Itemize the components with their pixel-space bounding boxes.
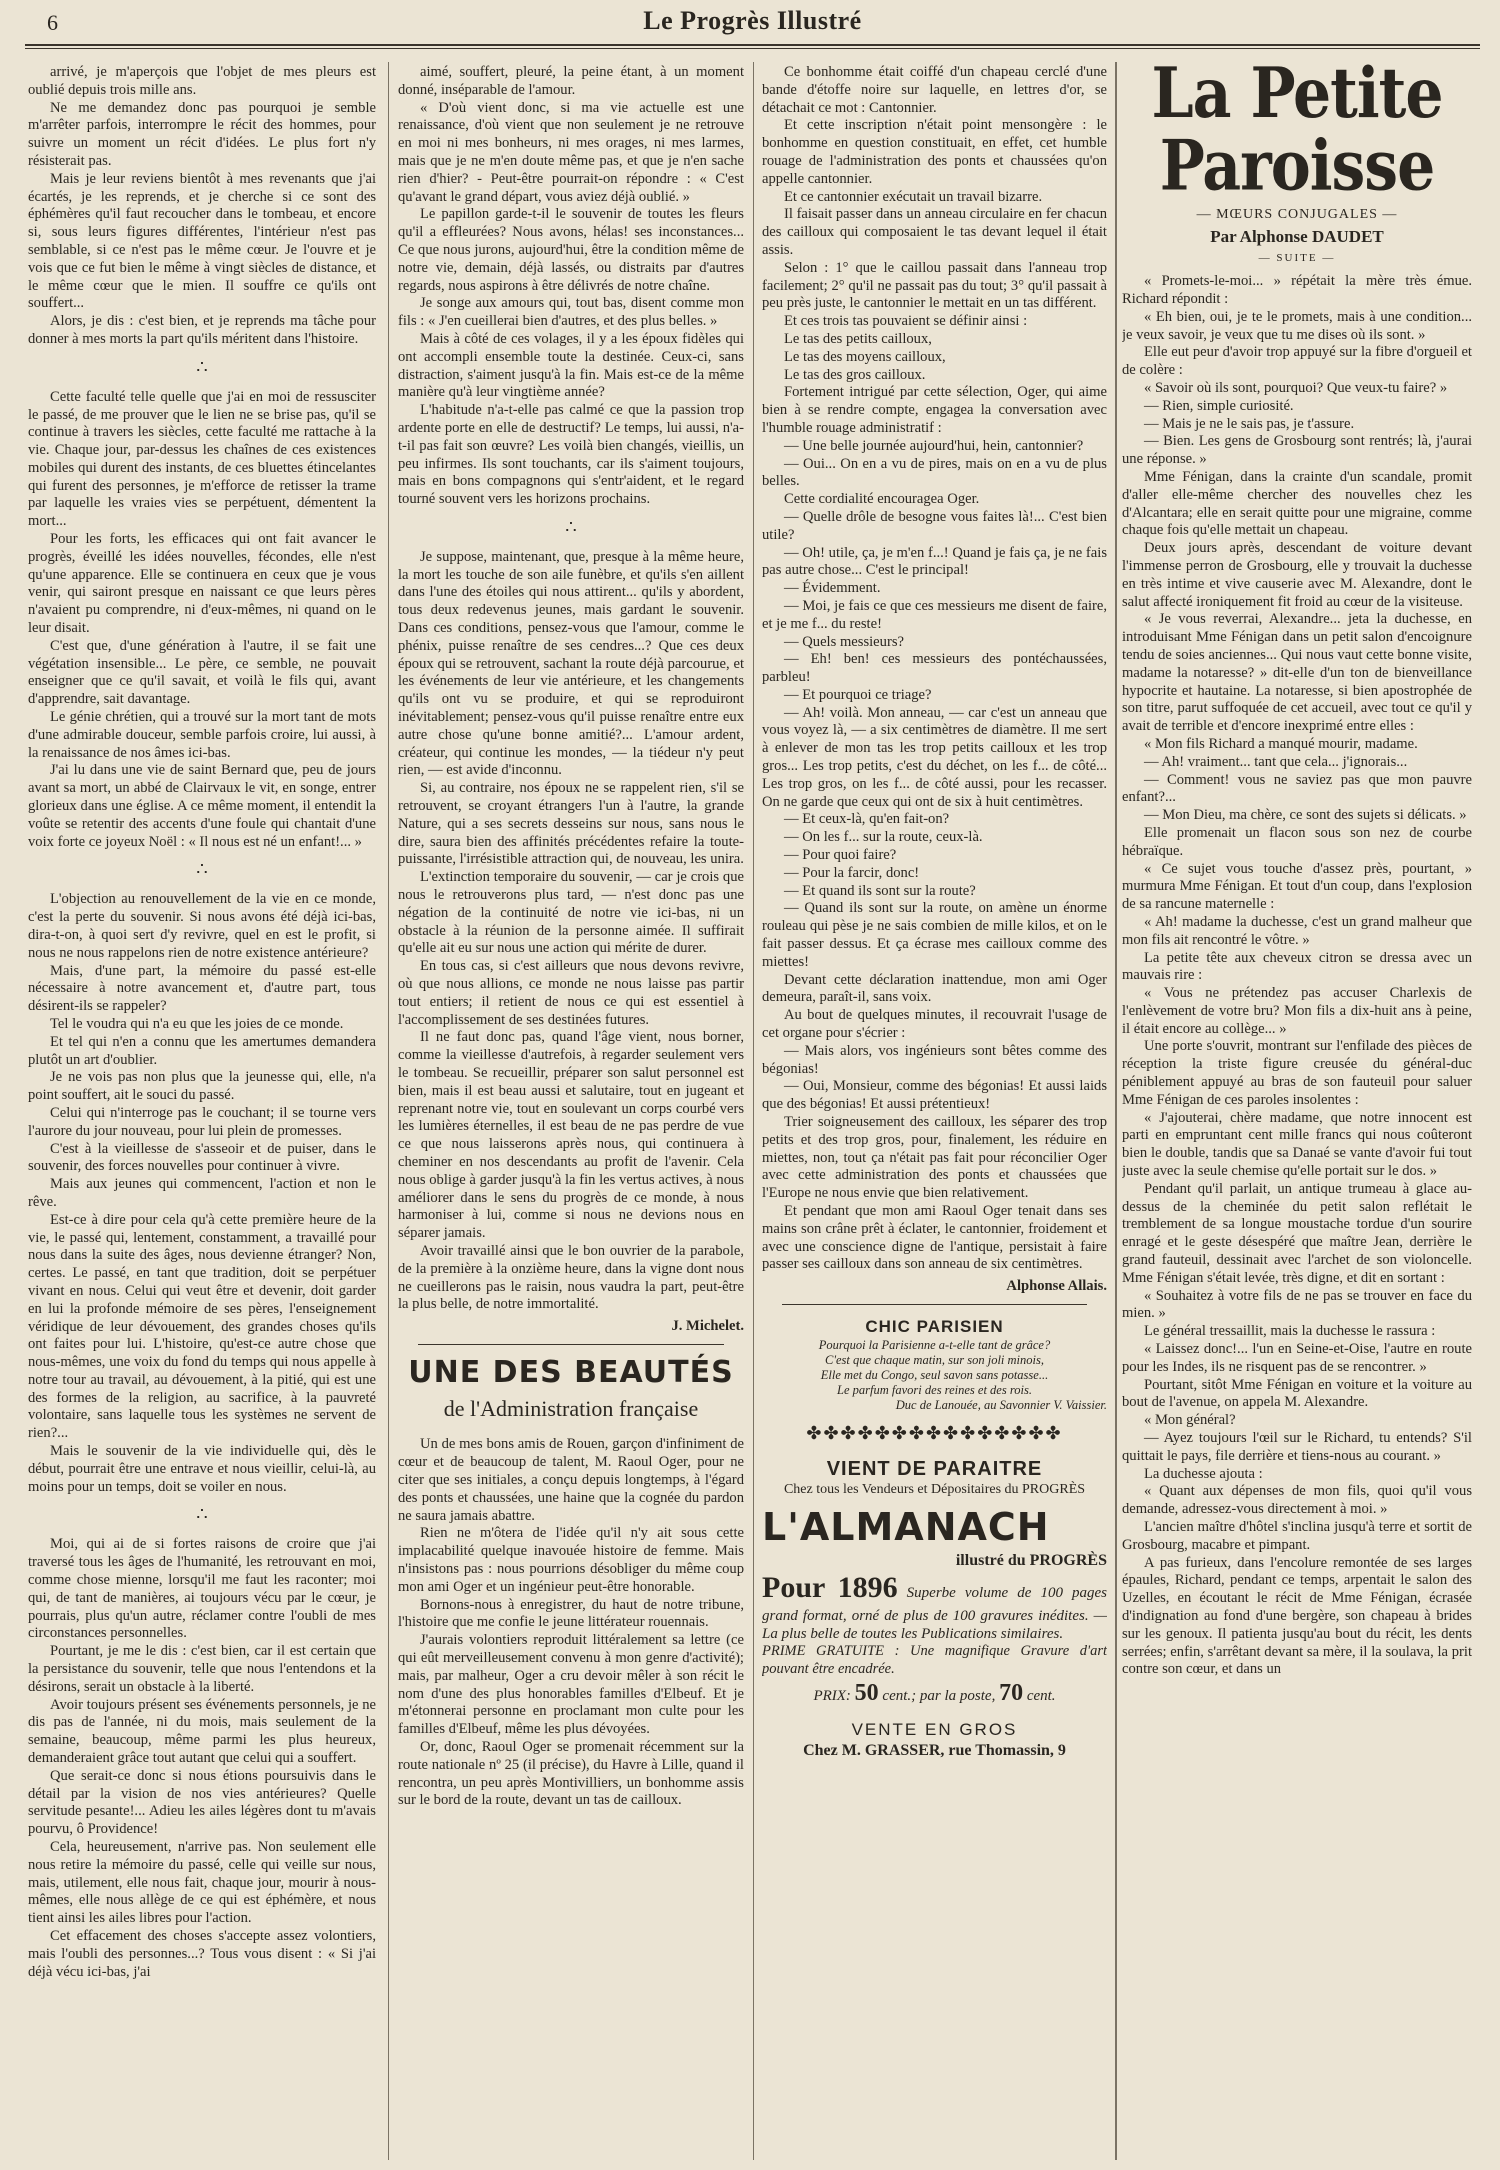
paragraph: — Et pourquoi ce triage? <box>784 686 932 703</box>
feuilleton-title: La Petite Paroisse <box>1151 64 1443 207</box>
paragraph: Ne me demandez donc pas pourquoi je semble m'arrêter parfois, interrompre le récit des hommes, pour suivre un moment un récit d'idées. Le plus fort n'y résisterait pas. <box>28 99 376 169</box>
prix-label: PRIX: <box>813 1687 851 1704</box>
header-rule-thin <box>25 48 1480 49</box>
paragraph: — Bien. Les gens de Grosbourg sont rentrés; là, j'aurai une réponse. » <box>1122 433 1472 468</box>
paragraph: « Souhaitez à votre fils de ne pas se trouver en face du mien. » <box>1122 1287 1472 1322</box>
paragraph: — Pour quoi faire? <box>784 847 897 864</box>
michelet-article-end <box>398 64 744 1314</box>
ad-chic-line: Elle met du Congo, seul savon sans potasse... <box>820 1367 1049 1382</box>
paragraph: Le génie chrétien, qui a trouvé sur la mort tant de mots d'une admirable douceur, semble parfois croire, lui aussi, à la renaissance de nos âmes ici-bas. <box>28 709 376 761</box>
paragraph: Le papillon garde-t-il le souvenir de toutes les fleurs qu'il a effleurées? Nous avons, hélas! ses inconstances... Ce que nous jurons, aujourd'hui, être la condition même de notre vie, demain, déjà lassés, ou distraits par d'autres regards, nous aspirons à être délivrés de notre chaîne. <box>398 206 744 294</box>
paragraph: L'ancien maître d'hôtel s'inclina jusqu'à terre et sortit de Grosbourg, macabre et pimpant. <box>1122 1519 1472 1553</box>
prix-value: 50 <box>854 1679 879 1706</box>
paragraph: Pour les forts, les efficaces qui ont fait avancer le progrès, éveillé les idées nouvelles, fécondes, elle n'est qu'une apparence. Elle se continuera en ceux que je vous venir, qui sairont presque en naissant ce que leurs pères n'avaient pu comprendre, ni d'eux-mêmes, ni quand on le leur disait. <box>28 531 376 637</box>
paragraph: L'objection au renouvellement de la vie en ce monde, c'est la perte du souvenir. Si nous avons été déjà ici-bas, dira-t-on, à quoi sert d'y revivre, quel en est le profit, si nous ne nous rappelons rien de notre existence antérieure? <box>28 891 376 961</box>
paragraph: — Et quand ils sont sur la route? <box>784 882 976 899</box>
paragraph: — Quelle drôle de besogne vous faites là!... C'est bien utile? <box>762 508 1107 543</box>
paragraph: — Ayez toujours l'œil sur le Richard, tu entends? S'il quittait le pays, file derrière et tiens-nous au courant. » <box>1122 1430 1472 1464</box>
ad-chic-line: C'est que chaque matin, sur son joli minois, <box>825 1352 1044 1367</box>
ad-chic-credit: Duc de Lanouée, au Savonnier V. Vaissier. <box>895 1397 1107 1412</box>
paragraph: — Quand ils sont sur la route, on amène un énorme rouleau qui pèse je ne sais combien de mille kilos, et on le fait passer dessus. Et ça écrase mes cailloux comme des miettes! <box>762 900 1107 970</box>
paragraph: — Rien, simple curiosité. <box>1144 397 1294 414</box>
paragraph: Un de mes bons amis de Rouen, garçon d'infiniment de cœur et de beaucoup de talent, M. Raoul Oger, pour ne citer que ses initiales, a conçu depuis longtemps, à l'égard des ponts et chaussées, une haine que la cognée du pardon ne saura jamais abattre. <box>398 1436 744 1524</box>
paragraph: Rien ne m'ôtera de l'idée qu'il n'y ait sous cette implacabilité quelque inavouée histoire de femme. Mais n'insistons pas : nous pourrions désobliger du même coup mon ami Oger et un ingénieur peut-être honorable. <box>398 1525 744 1595</box>
column-divider <box>388 62 389 2160</box>
separator <box>418 1344 724 1345</box>
prix-value-poste: 70 <box>999 1679 1024 1706</box>
paragraph: — Oh! utile, ça, je m'en f...! Quand je fais ça, je ne fais pas autre chose... C'est le principal! <box>762 544 1107 579</box>
paragraph: Au bout de quelques minutes, il recouvrait l'usage de cet organe pour s'écrier : <box>762 1007 1107 1042</box>
column-michelet-continued <box>28 64 376 2159</box>
paragraph: J'ai lu dans une vie de saint Bernard que, peu de jours avant sa mort, un abbé de Clairvaux le vit, en songe, entrer glorieux dans une église. A ce même moment, il entendit la voûte se retentir des accents d'une foule qui chantait d'une voix forte ce joyeux Noël : « Il nous est né un enfant!... » <box>28 762 376 850</box>
section-ornament: ∴ <box>565 516 577 537</box>
paragraph: La petite tête aux cheveux citron se dressa avec un mauvais rire : <box>1122 949 1472 984</box>
paragraph: Bornons-nous à enregistrer, du haut de notre tribune, l'histoire que me confie le jeune littérateur rouennais. <box>398 1596 744 1631</box>
paragraph: Cette faculté telle quelle que j'ai en moi de ressusciter le passé, de me prouver que le lien ne se brise pas, qu'il se continue à travers les siècles, cette faculté me rattache à la vie. Chaque jour, par-dessus les chaînes de ces existences mobiles qui durent des instants, de ces bluettes étincelantes qui furent des personnes, je m'efforce de retisser la trame par laquelle les vraies vies se perpétuent, démentent la mort... <box>28 388 376 530</box>
paragraph: — Oui... On en a vu de pires, mais on en a vu de plus belles. <box>762 455 1107 490</box>
feuilleton-suite: — SUITE — <box>1258 251 1336 264</box>
ornament-border: ✤✤✤✤✤✤✤✤✤✤✤✤✤✤✤ <box>806 1422 1063 1443</box>
paragraph: Mais à côté de ces volages, il y a les époux fidèles qui ont accompli ensemble toute la destinée. Ceux-ci, sans distraction, s'aiment jusqu'à la fin. Mais est-ce de la même manière qu'à leur vingtième année? <box>398 330 744 401</box>
paragraph: Une porte s'ouvrit, montrant sur l'enfilade des pièces de réception la triste figure creusée du général-duc péniblement appuyé au bras de son fauteuil pour saluer Mme Fénigan de ces paroles insolentes : <box>1122 1038 1472 1108</box>
paragraph: Pourtant, sitôt Mme Fénigan en voiture et la voiture au bout de l'avenue, on appela M. Alexandre. <box>1122 1376 1472 1411</box>
column-divider <box>1115 62 1117 2160</box>
ad-prime: PRIME GRATUITE : Une magnifique Gravure d'art pouvant être encadrée. <box>762 1643 1107 1677</box>
paragraph: Alors, je dis : c'est bien, et je reprends ma tâche pour donner à mes morts la part qu'ils méritent dans l'histoire. <box>28 313 376 347</box>
paragraph: Il faisait passer dans un anneau circulaire en fer chacun des cailloux qui composaient le tas devant lequel il était assis. <box>762 206 1107 258</box>
feuilleton-subtitle: — MŒURS CONJUGALES — <box>1196 207 1398 222</box>
paragraph: « Ah! madame la duchesse, c'est un grand malheur que mon fils ait rencontré le vôtre. » <box>1122 913 1472 948</box>
paragraph: Pendant qu'il parlait, un antique trumeau à glace au-dessus de la cheminée du petit salon reflétait le tremblement de sa longue moustache tordue d'un sourire enragé et le geste désespéré que maître Jean, derrière le grand fauteuil, dessinait avec l'archet de son violoncelle. Mme Fénigan s'était levée, très digne, et dit en sortant : <box>1122 1180 1472 1286</box>
paragraph: Tel le voudra qui n'a eu que les joies de ce monde. <box>50 1015 344 1032</box>
ad-illustre: illustré du PROGRÈS <box>955 1551 1107 1569</box>
paragraph: « Mon général? <box>1144 1412 1236 1429</box>
paragraph: Fortement intrigué par cette sélection, Oger, qui aime bien à se rendre compte, engagea la conversation avec l'humble rouage administratif : <box>762 384 1107 436</box>
paragraph: — Oui, Monsieur, comme des bégonias! Et aussi laids que des bégonias! Et aussi prétentieux! <box>762 1078 1107 1113</box>
paragraph: Si, au contraire, nos époux ne se rappelent rien, s'il se retrouvent, se croyant étrangers l'un à l'autre, la grande Nature, qui a ses secrets desseins sur nous, sans nous le dire, saura bien des affinités précédentes refaire la toute-puissante, l'irrésistible attraction qui, de nouveau, les unira. <box>398 780 744 868</box>
section-ornament: ∴ <box>196 859 208 880</box>
signature-allais: Alphonse Allais. <box>1006 1278 1107 1295</box>
column-2 <box>398 64 744 2159</box>
paragraph: — Ah! voilà. Mon anneau, — car c'est un anneau que vous voyez là, — a six centimètres de diamètre. Il me sert à enlever de mon tas les trop petits cailloux et les trop gros... Les trop petits, c'est du déchet, on les f... de côté... Les trop gros, on les f... de côté aussi, pour les recasser. On ne garde que ceux qui ont de six à huit centimètres. <box>762 704 1107 810</box>
paragraph: Pourtant, je me le dis : c'est bien, car il est certain que la persistance du souvenir, telle que nous l'entendons et la désirons, serait un obstacle à la liberté. <box>28 1643 376 1695</box>
paragraph: L'extinction temporaire du souvenir, — car je crois que nous le retrouverons plus tard, — n'est donc pas une négation de la continuité de notre vie ici-bas, ni un obstacle à la réunion de la personne aimée. Il suffirait qu'elle ait eu sur nous une action qui mérite de durer. <box>398 869 744 957</box>
paragraph: Le général tressaillit, mais la duchesse le rassura : <box>1144 1323 1436 1340</box>
paragraph: « Vous ne prétendez pas accuser Charlexis de l'enlèvement de votre bru? Mon fils a dix-huit ans à peine, il était encore au collège... » <box>1122 985 1472 1037</box>
paragraph: Elle eut peur d'avoir trop appuyé sur la fibre d'orgueil et de colère : <box>1122 344 1472 379</box>
paragraph: Que serait-ce donc si nous étions poursuivis dans le détail par la vision de nos vies antérieures? Quelle servitude pesante!... Adieu les ailes légères dont tu m'avais pourvu, ô Providence! <box>28 1767 376 1838</box>
ad-chic-line: Pourquoi la Parisienne a-t-elle tant de grâce? <box>818 1337 1051 1352</box>
paragraph: Et cette inscription n'était point mensongère : le bonhomme en question constituait, en effet, cet humble rouage de l'administration des ponts et chaussées qu'on appelle cantonnier. <box>762 117 1107 187</box>
paragraph: Cet effacement des choses s'accepte assez volontiers, mais l'oubli des personnes...? Tous vous disent : « Si j'ai déjà vécu ici-bas, j'ai <box>28 1927 376 1980</box>
header-rule <box>25 44 1480 46</box>
feuilleton-author: Par Alphonse DAUDET <box>1210 227 1384 247</box>
page-header <box>25 6 1480 42</box>
paragraph: Mais le souvenir de la vie individuelle qui, dès le début, pourrait être une entrave et nous vieillir, celui-là, au moins pour un temps, doit se voiler en nous. <box>28 1443 376 1495</box>
paragraph: Le tas des moyens cailloux, <box>784 348 946 365</box>
paragraph: — Ah! vraiment... tant que cela... j'ignorais... <box>1144 753 1408 770</box>
paragraph: « Ce sujet vous touche d'assez près, pourtant, » murmura Mme Fénigan. Et tout d'un coup, dans l'explosion de sa rancune maternelle : <box>1122 860 1472 913</box>
paragraph: C'est que, d'une génération à l'autre, il se fait une végétation insensible... Le père, ce semble, ne pouvait enseigner que ce qu'il savait, et voilà le fils qui, avant d'apprendre, sait davantage. <box>28 637 376 708</box>
separator <box>782 1304 1087 1305</box>
paragraph: Je suppose, maintenant, que, presque à la même heure, la mort les touche de son aile funèbre, et qu'ils s'en aillent dans l'une des étoiles qui nous attirent... qu'ils y abordent, tous deux redevenus jeunes, mais gardant le souvenir. Dans ces conditions, pensez-vous que l'amour, comme le phénix, puisse renaître de ses cendres...? Que ces deux époux qui se retrouvent, sachant la route déjà parcourue, et les événements de leur vie antérieure, et les changements qu'ils ont vu se produire, et qui se reproduiront inévitablement; pensez-vous qu'il puisse renaître entre eux autre chose qu'une bonne amitié?... L'amour ardent, créateur, qui continue les mondes, — la tiédeur n'y peut rien, — est avide d'inconnu. <box>398 548 744 779</box>
ad-grasser-address: Chez M. GRASSER, rue Thomassin, 9 <box>803 1741 1066 1759</box>
ad-chic-line: Le parfum favori des reines et des rois. <box>837 1382 1032 1397</box>
paragraph: En tous cas, si c'est ailleurs que nous devons revivre, où que nous allions, ce monde ne nous laisse pas partir tout entiers; il retient de nous ce qui est essentiel à l'accomplissement de ses destinées futures. <box>398 958 744 1028</box>
paragraph: — Mon Dieu, ma chère, ce sont des sujets si délicats. » <box>1144 807 1467 824</box>
paragraph: — Évidemment. <box>784 580 881 597</box>
paragraph: Et ce cantonnier exécutait un travail bizarre. <box>784 188 1043 205</box>
paragraph: Mais aux jeunes qui commencent, l'action et non le rêve. <box>28 1176 376 1210</box>
paragraph: A pas furieux, dans l'encolure remontée de ses larges épaules, Richard, pendant ce temps, arpentait le salon des Uzelles, en écoutant le récit de Mme Fénigan, écrasée d'indignation au fond d'une bergère, son chapeau à brides sur les genoux. Il patienta jusqu'au bout du récit, les dents serrées; enfin, s'arrêtant devant sa mère, il la soulava, la prit contre son cœur, et dans un <box>1122 1554 1472 1678</box>
paragraph: Est-ce à dire pour cela qu'à cette première heure de la vie, le passé qui, lentement, constamment, a travaillé pour nous dans la suite des âges, nous devienne étranger? Non, certes. Le passé, en tant que tradition, doit se perpétuer vivant en nous. Celui qui veut être et devenir, doit garder en lui la profonde mémoire de ses pères, l'enseignement véridique de leur dévouement, des grandes choses qu'ils ont faites pour lui. L'histoire, qu'est-ce autre chose que nous-mêmes, une voix du fond du temps qui nous appelle à notre tour au travail, au dévouement, à la pitié, qui est une des formes de la religion, au sacrifice, à la pauvreté volontaire, sans laquelle tous les systèmes ne servent de rien?... <box>28 1211 376 1442</box>
ad-description: Superbe volume de 100 pages grand format, orné de plus de 100 gravures inédites. — La plus belle de toutes les Publications similaires. <box>762 1585 1107 1642</box>
paragraph: Et pendant que mon ami Raoul Oger tenait dans ses mains son crâne prêt à éclater, le cantonnier, froidement et avec une conscience digne de l'antique, persistait à faire passer ses cailloux dans son anneau de six centimètres. <box>762 1203 1107 1273</box>
paragraph: « Mon fils Richard a manqué mourir, madame. <box>1144 735 1418 752</box>
paragraph: Je songe aux amours qui, tout bas, disent comme mon fils : « J'en cueillerai bien d'autres, et des plus belles. » <box>398 295 744 330</box>
paragraph: Mme Fénigan, dans la crainte d'un scandale, promit d'aller elle-même chercher des nouvelles chez les d'Alcantara; elle en serait quitte pour une migraine, comme chaque fois qu'elle mettait un chapeau. <box>1122 468 1472 539</box>
paragraph: — Pour la farcir, donc! <box>784 864 920 881</box>
paragraph: Le tas des gros cailloux. <box>784 366 926 383</box>
paragraph: Il ne faut donc pas, quand l'âge vient, nous borner, comme la vieillesse d'autrefois, à regarder seulement vers le tombeau. Se recueillir, préparer son salut personnel est bien, mais il est beau aussi et salutaire, tout en jugeant et reprenant notre vie, tout en soulevant un corps courbé vers les lumières éternelles, il est beau de ne pas perdre de vue ce que nous laisserons après nous, qui continuera à cheminer en nos descendants au profit de l'avenir. Cela nous oblige à garder jusqu'à la fin les vertus actives, à nous améliorer dans le sens du progrès de ce monde, à nous harmoniser à lui, comme si nous ne devions nous en séparer jamais. <box>398 1029 744 1242</box>
paragraph: « J'ajouterai, chère madame, que notre innocent est parti en empruntant cent mille francs qui nous coûteront bien le double, tandis que sa Danaé se vante d'avoir fui tout juste avec la seule chemise qu'elle portait sur le dos. » <box>1122 1109 1472 1180</box>
paragraph: « Savoir où ils sont, pourquoi? Que veux-tu faire? » <box>1144 380 1448 396</box>
paragraph: Devant cette déclaration inattendue, mon ami Oger demeura, paraît-il, sans voix. <box>762 971 1107 1006</box>
paragraph: Elle promenait un flacon sous son nez de courbe hébraïque. <box>1122 824 1472 859</box>
paragraph: — Eh! ben! ces messieurs des pontéchaussées, parbleu! <box>762 651 1107 686</box>
paragraph: Selon : 1° que le caillou passait dans l'anneau trop facilement; 2° qu'il ne passait pas du tout; 3° qu'il passait à peu près juste, le cantonnier le mettait en un tas différent. <box>762 259 1107 312</box>
paragraph: « D'où vient donc, si ma vie actuelle est une renaissance, d'où vient que non seulement je ne retrouve en moi ni mes bonheurs, ni mes orages, ni mes larmes, mais que je ne m'en doute même pas, et que je n'en sache rien d'hier? - Peut-être pourrait-on répondre : « C'est qu'avant le grand départ, vous aviez déjà oublié. » <box>398 99 744 205</box>
paragraph: Le tas des petits cailloux, <box>784 330 932 347</box>
paragraph: Ce bonhomme était coiffé d'un chapeau cerclé d'une bande d'étoffe noire sur laquelle, en lettres d'or, se détachait ce mot : Cantonnier. <box>762 64 1107 116</box>
paragraph: « Promets-le-moi... » répétait la mère très émue. Richard répondit : <box>1122 273 1472 308</box>
signature-michelet: J. Michelet. <box>671 1318 744 1335</box>
advertisement-chic-parisien <box>762 1317 1107 1413</box>
paragraph: J'aurais volontiers reproduit littéralement sa lettre (ce qui eût merveilleusement convenu à mon genre d'activité); mais, par malheur, Oger a cru devoir mêler à son récit le nom d'une des plus honorables familles d'Elbeuf. Et je m'étonnerai personne en proclamant mon culte pour les familles d'Elbeuf, même les plus dévoyées. <box>398 1632 744 1738</box>
paragraph: — On les f... sur la route, ceux-là. <box>784 829 983 846</box>
paragraph: — Une belle journée aujourd'hui, hein, cantonnier? <box>784 437 1084 454</box>
paragraph: arrivé, je m'aperçois que l'objet de mes pleurs est oublié depuis trois mille ans. <box>28 64 376 98</box>
section-ornament: ∴ <box>196 356 208 377</box>
ad-pour-1896 <box>762 1570 1107 1643</box>
paragraph: Avoir toujours présent ses événements personnels, je ne dis pas de l'année, ni du mois, mais seulement de la semaine, beaucoup, même parmi les plus heureux, demanderaient grâce tout autant que celui qui a souffert. <box>28 1696 376 1766</box>
paragraph: Cela, heureusement, n'arrive pas. Non seulement elle nous retire la mémoire du passé, celle qui veille sur nous, mais, utilement, elle nous fait, chaque jour, mourir à nous-mêmes, elle nous allège de ce qui est éphémère, et nous tient ainsi les ailes libres pour l'action. <box>28 1838 376 1927</box>
paragraph: Celui qui n'interroge pas le couchant; il se tourne vers l'aurore du jour nouveau, pour lui plein de promesses. <box>28 1104 376 1139</box>
paragraph: C'est à la vieillesse de s'asseoir et de puiser, dans le souvenir, des forces nouvelles pour continuer à vivre. <box>28 1140 376 1175</box>
section-ornament: ∴ <box>196 1504 208 1525</box>
paragraph: Je ne vois pas non plus que la jeunesse qui, elle, n'a point souffert, ait le souci du passé. <box>28 1069 376 1104</box>
paragraph: — Moi, je fais ce que ces messieurs me disent de faire, et je me f... du reste! <box>762 597 1107 632</box>
paragraph: — Comment! vous ne saviez pas que mon pauvre enfant?... <box>1122 771 1472 806</box>
paragraph: « Laissez donc!... l'un en Seine-et-Oise, l'autre en route pour les Indes, ils ne risquent pas de se rencontrer. » <box>1122 1341 1472 1375</box>
paragraph: « Eh bien, oui, je te le promets, mais à une condition... je veux savoir, je veux que tu me dises où ils sont. » <box>1122 308 1472 343</box>
paragraph: Avoir travaillé ainsi que le bon ouvrier de la parabole, de la première à la onzième heure, dans la vigne dont nous ne cueillerons pas le raisin, nous vaudra la part, peut-être la plus belle, de notre immortalité. <box>398 1242 744 1313</box>
paragraph: Mais, d'une part, la mémoire du passé est-elle nécessaire à notre avancement et, d'autre part, tous désirent-ils se rappeler? <box>28 962 376 1015</box>
ad-year: Pour 1896 <box>762 1571 898 1605</box>
allais-article-start <box>398 1436 744 1810</box>
paragraph: Et tel qui n'en a connu que les amertumes demandera plutôt un art d'oublier. <box>28 1033 376 1068</box>
paragraph: — Et ceux-là, qu'en fait-on? <box>784 811 950 828</box>
subheadline-administration: de l'Administration française <box>443 1395 699 1421</box>
paragraph: L'habitude n'a-t-elle pas calmé ce que la passion trop ardente porte en elle de destructif? Le temps, lui aussi, n'a-t-il pas fait son œuvre? Les voilà bien changés, vieillis, un peu infirmes. Ils sont touchants, car ils s'aiment toujours, mais en bons compagnons qui s'entr'aident, et le regard tourné souvent vers les horizons prochains. <box>398 402 744 508</box>
paragraph: aimé, souffert, pleuré, la peine étant, à un moment donné, inséparable de l'amour. <box>398 64 744 98</box>
paragraph: « Quant aux dépenses de mon fils, quoi qu'il vous demande, adressez-vous directement à moi. » <box>1122 1483 1472 1518</box>
paragraph: Et ces trois tas pouvaient se définir ainsi : <box>784 313 1028 330</box>
ad-prix <box>762 1679 1107 1708</box>
ad-vente-en-gros: VENTE EN GROS <box>851 1719 1018 1739</box>
column-divider <box>753 62 754 2160</box>
paragraph: Or, donc, Raoul Oger se promenait récemment sur la route nationale nº 25 (il précise), du Havre à Lille, quand il rencontra, un peu après Montivilliers, un bonhomme assis sur le bord de la route, devant un tas de cailloux. <box>398 1738 744 1809</box>
paragraph: — Mais alors, vos ingénieurs sont bêtes comme des bégonias! <box>762 1042 1107 1077</box>
paragraph: Moi, qui ai de si fortes raisons de croire que j'ai traversé tous les âges de l'humanité, les retrouvant en moi, comme chose mienne, lorsqu'il me faut les raconter; moi qui, de tant de manières, ai toujours vécu par le cœur, je pourrais, plus qu'un autre, réclamer contre l'oubli de mes circonstances personnelles. <box>28 1536 376 1642</box>
paragraph: Mais je leur reviens bientôt à mes revenants que j'ai écartés, je les reprends, et je cherche si ce sont des éphémères qu'il faut recoucher dans le tombeau, et encore si, sous leurs figures différentes, l'intérieur n'est pas semblable, si ce n'est pas le même cœur. Je l'ouvre et je vois que ce fut bien le même à vingt siècles de distance, et le même cœur que le mien. Il souffre ce qu'ils ont souffert... <box>28 170 376 312</box>
feuilleton-body <box>1122 273 1472 1679</box>
paragraph: « Je vous reverrai, Alexandre... jeta la duchesse, en introduisant Mme Fénigan dans un petit salon d'encoignure tendu de soies anciennes... Qui nous vaut cette bonne visite, madame la notaresse? » dit-elle d'un ton de bienveillance hypocrite et hautaine. La notaresse, si bien apostrophée de son titre, parut suffoquée de cet accueil, avec tout ce qu'il y avait de terrible et d'encore inexprimé entre elles : <box>1122 611 1472 735</box>
paragraph: Deux jours après, descendant de voiture devant l'immense perron de Grosbourg, elle y trouvait la duchesse en très intime et vive causerie avec M. Alexandre, dont le salut affecté ironiquement fit froid au cœur de la visiteuse. <box>1122 540 1472 610</box>
advertisement-almanach <box>762 1457 1107 1760</box>
ad-vient-de-paraitre: VIENT DE PARAITRE <box>826 1457 1043 1480</box>
ad-chic-title: CHIC PARISIEN <box>865 1316 1004 1336</box>
ad-chez-vendeurs: Chez tous les Vendeurs et Dépositaires du PROGRÈS <box>783 1482 1086 1498</box>
allais-article-continued <box>762 64 1107 1274</box>
ad-almanach-title: L'ALMANACH <box>762 1505 1050 1550</box>
paragraph: La duchesse ajouta : <box>1144 1465 1263 1482</box>
column-feuilleton <box>1122 64 1472 2159</box>
paragraph: — Mais je ne le sais pas, je t'assure. <box>1144 415 1355 432</box>
headline-beautes: UNE DES BEAUTÉS <box>408 1354 734 1390</box>
paragraph: Cette cordialité encouragea Oger. <box>784 491 980 508</box>
column-3 <box>762 64 1107 2159</box>
newspaper-title: Le Progrès Illustré <box>643 6 862 35</box>
paragraph: Trier soigneusement des cailloux, les séparer des trop petits et des trop gros, pour, finalement, les réduire en miettes, non, tout ça n'était pas fait pour réconcilier Oger avec cette administration des ponts et chaussées que l'Europe ne nous envie que bien relativement. <box>762 1114 1107 1202</box>
prix-text: cent.; par la poste, <box>882 1687 996 1704</box>
paragraph: — Quels messieurs? <box>784 633 904 650</box>
page-number: 6 <box>47 10 58 35</box>
prix-unit: cent. <box>1026 1687 1056 1704</box>
